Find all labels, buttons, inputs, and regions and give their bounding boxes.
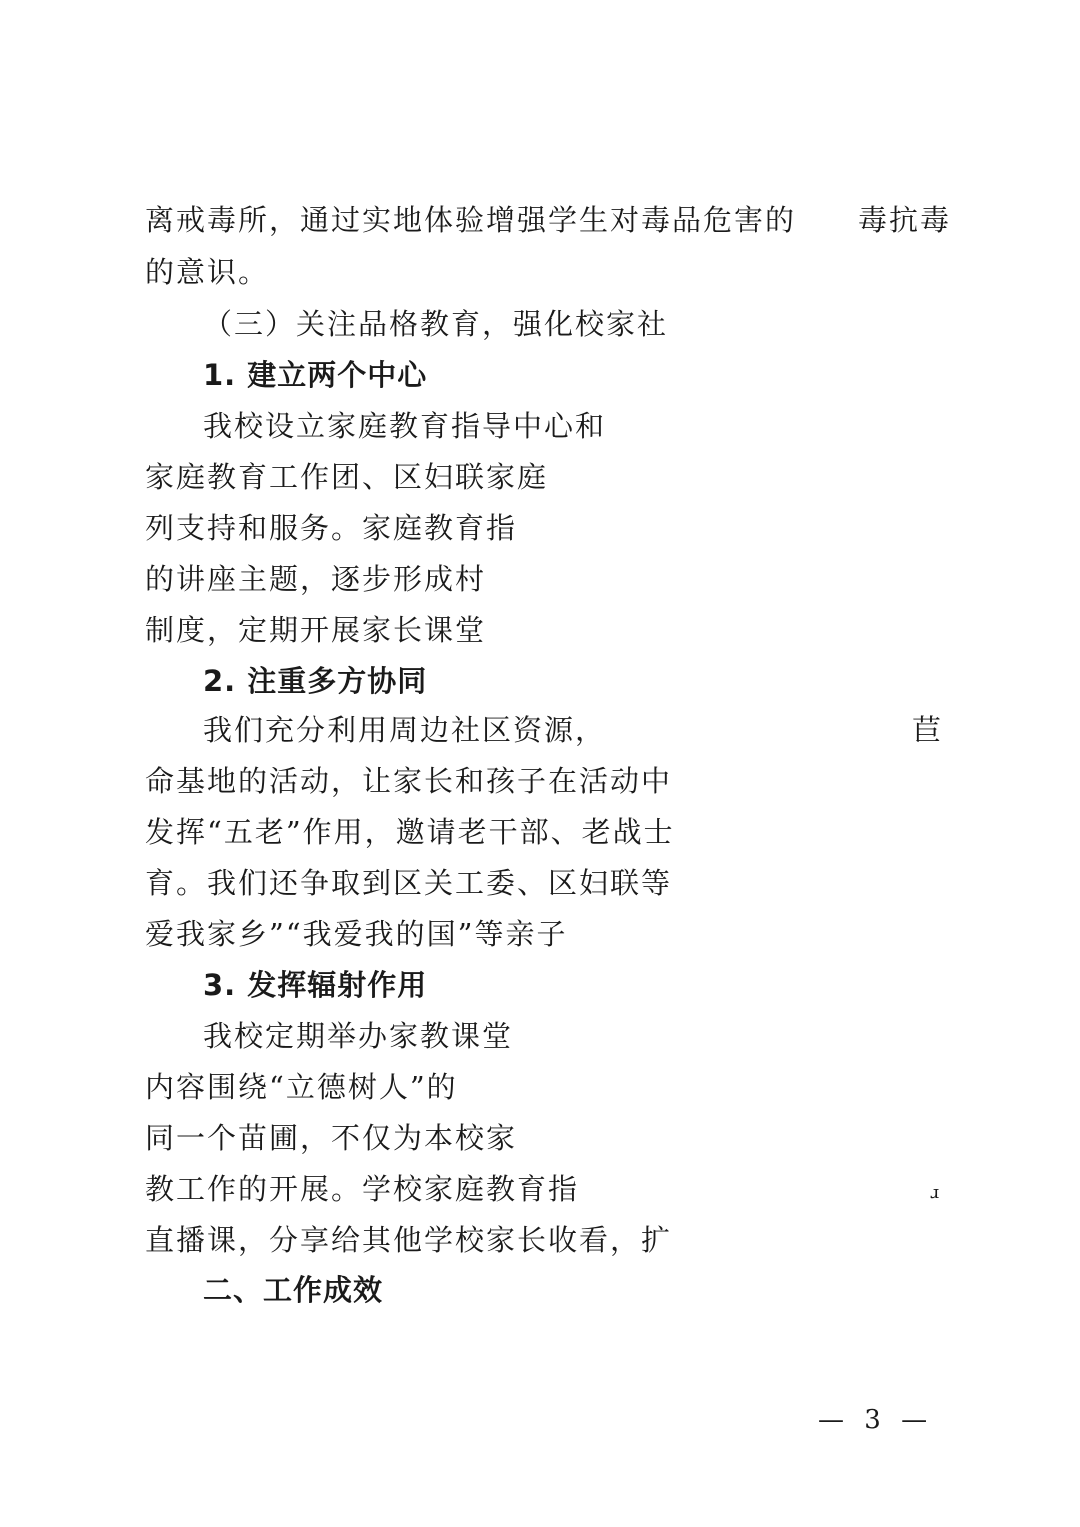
body-line: 的讲座主题，逐步形成村 <box>145 562 487 596</box>
subsection-heading: 1. 建立两个中心 <box>203 358 428 392</box>
body-line: 家庭教育工作团、区妇联家庭 <box>145 460 549 494</box>
section-heading: 二、工作成效 <box>203 1273 384 1307</box>
body-line: 育。我们还争取到区关工委、区妇联等 <box>145 866 673 900</box>
body-line: 命基地的活动，让家长和孩子在活动中 <box>145 764 673 798</box>
body-line: 爱我家乡”“我爱我的国”等亲子 <box>145 917 568 951</box>
subsection-heading: 3. 发挥辐射作用 <box>203 968 428 1002</box>
body-line: 同一个苗圃，不仅为本校家 <box>145 1121 518 1155</box>
body-line: 列支持和服务。家庭教育指 <box>145 511 518 545</box>
subsection-heading: 2. 注重多方协同 <box>203 664 428 698</box>
body-line: 直播课，分享给其他学校家长收看，扩 <box>145 1223 673 1257</box>
body-line: 我校设立家庭教育指导中心和 <box>203 409 607 443</box>
page-number: — 3 — <box>818 1405 934 1435</box>
body-line: 发挥“五老”作用，邀请老干部、老战士 <box>145 815 675 849</box>
body-line: 离戒毒所，通过实地体验增强学生对毒品危害的 <box>145 203 797 237</box>
body-line: 内容围绕“立德树人”的 <box>145 1070 458 1104</box>
body-line: 制度，定期开展家长课堂 <box>145 613 487 647</box>
body-line: 的意识。 <box>145 255 270 289</box>
body-line-fragment: 苣 <box>912 713 944 747</box>
body-line: 我们充分利用周边社区资源， <box>203 713 607 747</box>
body-line-fragment: 毒抗毒 <box>858 203 952 237</box>
body-line: 教工作的开展。学校家庭教育指 <box>145 1172 580 1206</box>
body-line-fragment: ɹ <box>930 1182 942 1203</box>
body-line: 我校定期举办家教课堂 <box>203 1019 514 1053</box>
section-heading: （三）关注品格教育，强化校家社 <box>203 307 669 341</box>
